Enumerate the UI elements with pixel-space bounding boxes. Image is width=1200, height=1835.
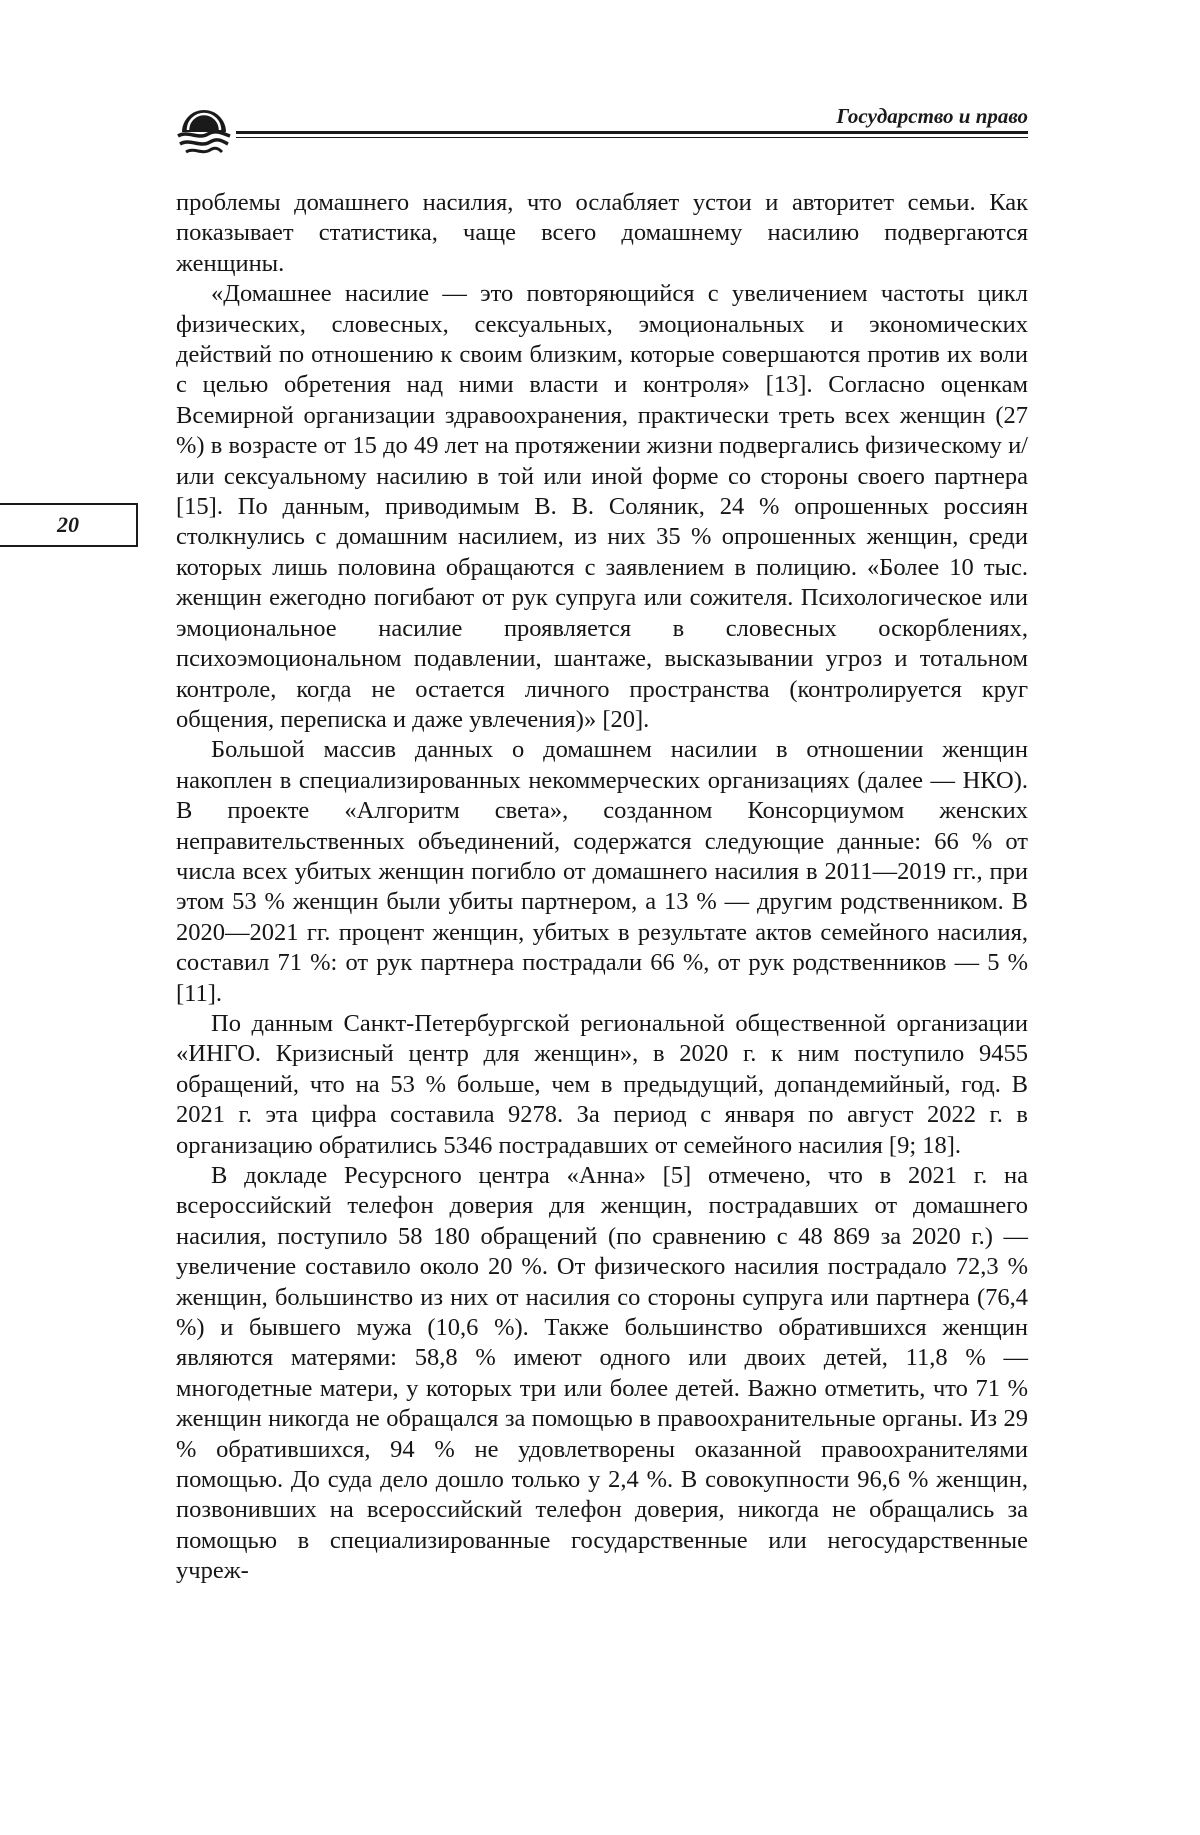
running-header-title: Государство и право xyxy=(836,104,1028,128)
paragraph: «Домашнее насилие — это повторяющийся с увеличением частоты цикл физических, словесных, сексуальных, эмоциональных и экономических действий по отношению к своим близким, которые совершаются против их воли с целью обретения над ними власти и контроля» [13]. Согласно оценкам Всемирной организации здравоохранения, практически треть всех женщин (27 %) в возрасте от 15 до 49 лет на протяжении жизни подвергались физическому и/или сексуальному насилию в той или иной форме со стороны своего партнера [15]. По данным, приводимым В. В. Соляник, 24 % опрошенных россиян столкнулись с домашним насилием, из них 35 % опрошенных женщин, среди которых лишь половина обращаются с заявлением в полицию. «Более 10 тыс. женщин ежегодно погибают от рук супруга или сожителя. Психологическое или эмоциональное насилие проявляется в словесных оскорблениях, психоэмоциональном подавлении, шантаже, высказывании угроз и тотальном контроле, когда не остается личного пространства (контролируется круг общения, переписка и даже увлечения)» [20]. xyxy=(176,280,1028,733)
paragraph: По данным Санкт-Петербургской региональной общественной организации «ИНГО. Кризисный центр для женщин», в 2020 г. к ним поступило 9455 обращений, что на 53 % больше, чем в предыдущий, допандемийный, год. В 2021 г. эта цифра составила 9278. За период с января по август 2022 г. в организацию обратились 5346 пострадавших от семейного насилия [9; 18]. xyxy=(176,1009,1028,1159)
paragraph: проблемы домашнего насилия, что ослабляет устои и авторитет семьи. Как показывает статистика, чаще всего домашнему насилию подвергаются женщины. xyxy=(176,189,1028,277)
paragraph: Большой массив данных о домашнем насилии в отношении женщин накоплен в специализированных некоммерческих организациях (далее — НКО). В проекте «Алгоритм света», созданном Консорциумом женских неправительственных объединений, содержатся следующие данные: 66 % от числа всех убитых женщин погибло от домашнего насилия в 2011—2019 гг., при этом 53 % женщин были убиты партнером, а 13 % — другим родственником. В 2020—2021 гг. процент женщин, убитых в результате актов семейного насилия, составил 71 %: от рук партнера пострадали 66 %, от рук родственников — 5 % [11]. xyxy=(176,736,1028,1007)
header-rule xyxy=(236,131,1028,134)
publisher-logo-icon xyxy=(174,106,234,160)
body-text xyxy=(176,188,1028,1587)
page-number: 20 xyxy=(0,503,138,547)
header-rule-thin xyxy=(236,137,1028,138)
paragraph: В докладе Ресурсного центра «Анна» [5] отмечено, что в 2021 г. на всероссийский телефон доверия для женщин, пострадавших от домашнего насилия, поступило 58 180 обращений (по сравнению с 48 869 за 2020 г.) — увеличение составило около 20 %. От физического насилия пострадало 72,3 % женщин, большинство из них от насилия со стороны супруга или партнера (76,4 %) и бывшего мужа (10,6 %). Также большинство обратившихся женщин являются матерями: 58,8 % имеют одного или двоих детей, 11,8 % — многодетные матери, у которых три или более детей. Важно отметить, что 71 % женщин никогда не обращался за помощью в правоохранительные органы. Из 29 % обратившихся, 94 % не удовлетворены оказанной правоохранителями помощью. До суда дело дошло только у 2,4 %. В совокупности 96,6 % женщин, позвонивших на всероссийский телефон доверия, никогда не обращались за помощью в специализированные государственные или негосударственные учреж- xyxy=(176,1162,1028,1585)
